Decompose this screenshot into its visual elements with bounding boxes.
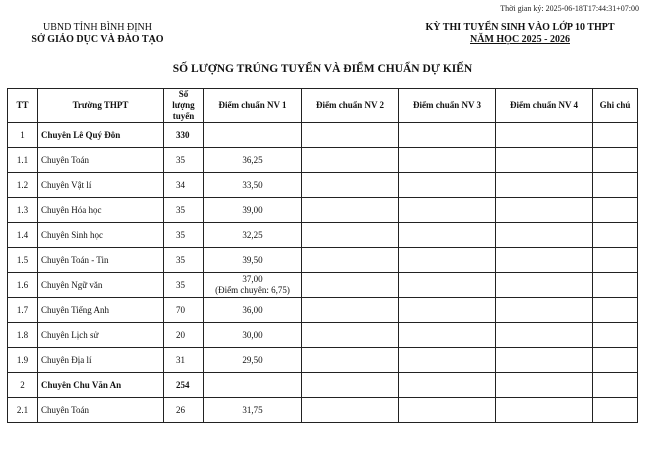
- row-tt: 1: [8, 123, 38, 148]
- row-school-name: Chuyên Toán: [38, 398, 164, 423]
- table-row: [8, 273, 638, 298]
- row-nv1-score: [204, 348, 302, 373]
- row-school-name: Chuyên Địa lí: [38, 348, 164, 373]
- row-school-name: Chuyên Tiếng Anh: [38, 298, 164, 323]
- row-nv2-score: [302, 273, 399, 298]
- row-nv3-score: [399, 348, 496, 373]
- table-row: [8, 398, 638, 423]
- row-quantity: 34: [164, 173, 204, 198]
- row-nv2-score: [302, 123, 399, 148]
- signing-timestamp: Thời gian ký: 2025-06-18T17:44:31+07:00: [500, 4, 639, 13]
- row-nv1-value: 30,00: [242, 329, 263, 340]
- table-body: [8, 123, 638, 423]
- row-nv2-score: [302, 173, 399, 198]
- header-tt: TT: [8, 89, 38, 123]
- table-row: [8, 148, 638, 173]
- row-nv1-score: [204, 223, 302, 248]
- school-year: NĂM HỌC 2025 - 2026: [470, 34, 570, 45]
- row-nv2-score: [302, 223, 399, 248]
- row-school-name: Chuyên Lịch sử: [38, 323, 164, 348]
- row-nv1-score: [204, 298, 302, 323]
- table-row: [8, 323, 638, 348]
- document-title: SỐ LƯỢNG TRÚNG TUYỂN VÀ ĐIỂM CHUẨN DỰ KIẾN: [172, 63, 473, 75]
- row-quantity: 35: [164, 148, 204, 173]
- header-nv1: Điểm chuẩn NV 1: [204, 89, 302, 123]
- header-quantity: [164, 89, 204, 123]
- row-nv1-value: 29,50: [242, 354, 263, 365]
- row-note: [593, 248, 638, 273]
- row-quantity: 35: [164, 223, 204, 248]
- row-nv2-score: [302, 148, 399, 173]
- table-row: [8, 348, 638, 373]
- row-nv4-score: [496, 398, 593, 423]
- row-tt: 1.4: [8, 223, 38, 248]
- row-nv2-score: [302, 323, 399, 348]
- row-school-name: Chuyên Ngữ văn: [38, 273, 164, 298]
- header-school: Trường THPT: [38, 89, 164, 123]
- row-nv1-score: [204, 273, 302, 298]
- row-note: [593, 298, 638, 323]
- header-quantity-line1: Số lượng: [172, 89, 195, 110]
- row-note: [593, 373, 638, 398]
- row-nv1-score: [204, 248, 302, 273]
- row-note: [593, 223, 638, 248]
- header-nv4: Điểm chuẩn NV 4: [496, 89, 593, 123]
- row-nv4-score: [496, 223, 593, 248]
- row-quantity: 35: [164, 198, 204, 223]
- row-nv1-score: [204, 148, 302, 173]
- department-name: SỞ GIÁO DỤC VÀ ĐÀO TẠO: [31, 34, 164, 45]
- row-nv1-score: [204, 123, 302, 148]
- row-nv2-score: [302, 398, 399, 423]
- row-nv4-score: [496, 148, 593, 173]
- row-nv1-note: (Điểm chuyên: 6,75): [215, 285, 290, 295]
- row-nv4-score: [496, 123, 593, 148]
- row-tt: 1.2: [8, 173, 38, 198]
- row-nv3-score: [399, 223, 496, 248]
- row-nv4-score: [496, 248, 593, 273]
- row-nv3-score: [399, 273, 496, 298]
- row-nv1-value: 32,25: [242, 229, 263, 240]
- table-row: [8, 248, 638, 273]
- row-nv1-value: 31,75: [242, 404, 263, 415]
- row-quantity: 35: [164, 273, 204, 298]
- table-row: [8, 198, 638, 223]
- header-nv3: Điểm chuẩn NV 3: [399, 89, 496, 123]
- table-header-row: [8, 89, 638, 123]
- row-note: [593, 323, 638, 348]
- row-nv1-score: [204, 198, 302, 223]
- row-note: [593, 173, 638, 198]
- row-school-name: Chuyên Vật lí: [38, 173, 164, 198]
- row-tt: 1.6: [8, 273, 38, 298]
- row-nv1-score: [204, 323, 302, 348]
- row-nv1-value: 33,50: [242, 179, 263, 190]
- province-committee: UBND TỈNH BÌNH ĐỊNH: [43, 22, 152, 33]
- row-tt: 1.7: [8, 298, 38, 323]
- row-nv1-score: [204, 398, 302, 423]
- row-nv4-score: [496, 173, 593, 198]
- row-school-name: Chuyên Toán: [38, 148, 164, 173]
- row-note: [593, 148, 638, 173]
- row-quantity: 35: [164, 248, 204, 273]
- row-nv1-value: 39,00: [242, 204, 263, 215]
- row-nv1-value: 37,00: [242, 274, 263, 284]
- header-note: Ghi chú: [593, 89, 638, 123]
- row-nv3-score: [399, 123, 496, 148]
- row-nv3-score: [399, 298, 496, 323]
- row-nv3-score: [399, 323, 496, 348]
- row-nv2-score: [302, 373, 399, 398]
- table-row: [8, 123, 638, 148]
- row-nv4-score: [496, 323, 593, 348]
- admission-table: [7, 88, 638, 423]
- table-row: [8, 373, 638, 398]
- row-tt: 1.8: [8, 323, 38, 348]
- row-note: [593, 398, 638, 423]
- row-nv2-score: [302, 298, 399, 323]
- row-quantity: 254: [164, 373, 204, 398]
- row-school-name: Chuyên Toán - Tin: [38, 248, 164, 273]
- row-nv1-score: [204, 373, 302, 398]
- row-quantity: 20: [164, 323, 204, 348]
- row-quantity: 70: [164, 298, 204, 323]
- row-quantity: 31: [164, 348, 204, 373]
- issuer-header: [10, 22, 185, 46]
- exam-header: [410, 22, 630, 46]
- exam-name: KỲ THI TUYỂN SINH VÀO LỚP 10 THPT: [425, 22, 615, 33]
- row-nv4-score: [496, 348, 593, 373]
- table-row: [8, 298, 638, 323]
- row-school-name: Chuyên Chu Văn An: [38, 373, 164, 398]
- row-nv1-value: 36,00: [242, 304, 263, 315]
- row-school-name: Chuyên Lê Quý Đôn: [38, 123, 164, 148]
- row-tt: 1.9: [8, 348, 38, 373]
- header-nv2: Điểm chuẩn NV 2: [302, 89, 399, 123]
- row-nv3-score: [399, 373, 496, 398]
- row-nv3-score: [399, 198, 496, 223]
- row-note: [593, 273, 638, 298]
- row-nv1-score: [204, 173, 302, 198]
- row-note: [593, 123, 638, 148]
- row-nv3-score: [399, 173, 496, 198]
- table-row: [8, 173, 638, 198]
- table-row: [8, 223, 638, 248]
- row-quantity: 26: [164, 398, 204, 423]
- row-nv2-score: [302, 248, 399, 273]
- row-nv4-score: [496, 373, 593, 398]
- row-nv4-score: [496, 198, 593, 223]
- row-nv4-score: [496, 298, 593, 323]
- row-note: [593, 348, 638, 373]
- row-quantity: 330: [164, 123, 204, 148]
- row-note: [593, 198, 638, 223]
- row-nv2-score: [302, 198, 399, 223]
- row-nv3-score: [399, 148, 496, 173]
- row-school-name: Chuyên Hóa học: [38, 198, 164, 223]
- row-nv1-value: 36,25: [242, 154, 263, 165]
- row-tt: 1.5: [8, 248, 38, 273]
- row-nv3-score: [399, 248, 496, 273]
- row-school-name: Chuyên Sinh học: [38, 223, 164, 248]
- row-tt: 2.1: [8, 398, 38, 423]
- row-nv4-score: [496, 273, 593, 298]
- row-nv3-score: [399, 398, 496, 423]
- row-nv1-value: 39,50: [242, 254, 263, 265]
- row-tt: 1.1: [8, 148, 38, 173]
- row-tt: 2: [8, 373, 38, 398]
- header-quantity-line2: tuyển: [172, 111, 195, 121]
- row-nv2-score: [302, 348, 399, 373]
- row-tt: 1.3: [8, 198, 38, 223]
